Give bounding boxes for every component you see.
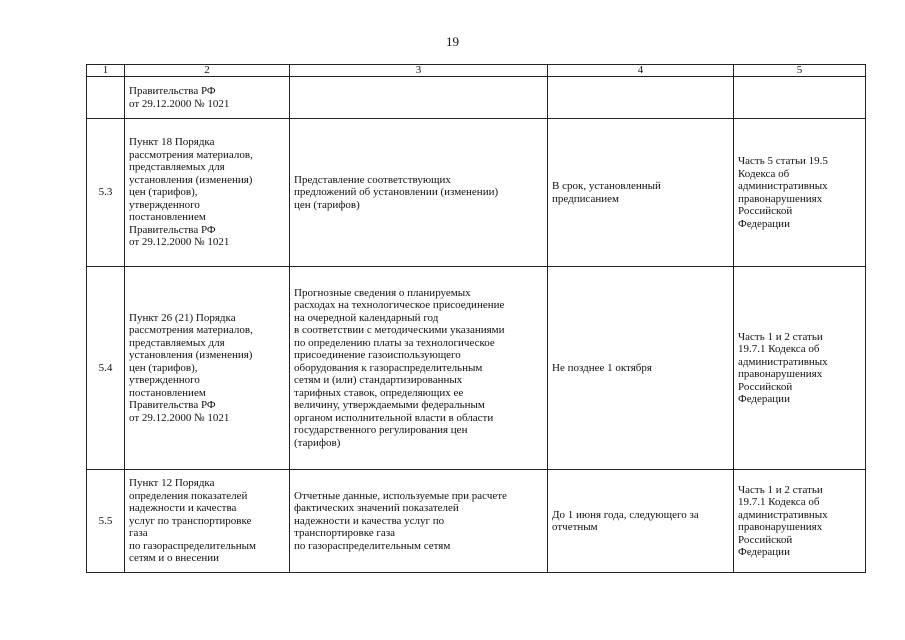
column-header: 5 (734, 65, 866, 77)
content-cell: Прогнозные сведения о планируемых расходах на технологическое присоединение на очередной календарный год в соответствии с методическими указаниями по определению платы за технологическое присоединение газоиспользующего оборудования к газораспределительным сетям и (или) стандартизированных тарифных ставок, определяющих ее величину, утверждаемыми федеральным органом исполнительной власти в области государственного регулирования цен (тарифов) (290, 267, 548, 470)
row-number-cell: 5.3 (87, 119, 125, 267)
column-header: 4 (548, 65, 734, 77)
legal-basis-cell: Пункт 12 Порядка определения показателей надежности и качества услуг по транспортировке газа по газораспределительным сетям и о внесении (125, 470, 290, 573)
liability-cell: Часть 5 статьи 19.5 Кодекса об административных правонарушениях Российской Федерации (734, 119, 866, 267)
row-number-cell (87, 77, 125, 119)
legal-basis-cell: Пункт 26 (21) Порядка рассмотрения материалов, представляемых для установления (изменения) цен (тарифов), утвержденного постановлением Правительства РФ от 29.12.2000 № 1021 (125, 267, 290, 470)
legal-basis-cell: Пункт 18 Порядка рассмотрения материалов, представляемых для установления (изменения) цен (тарифов), утвержденного постановлением Правительства РФ от 29.12.2000 № 1021 (125, 119, 290, 267)
table-row (87, 267, 866, 470)
column-header: 2 (125, 65, 290, 77)
deadline-cell (548, 77, 734, 119)
table-header-row (87, 65, 866, 77)
column-header: 1 (87, 65, 125, 77)
table-row (87, 77, 866, 119)
column-header: 3 (290, 65, 548, 77)
row-number-cell: 5.4 (87, 267, 125, 470)
content-cell: Представление соответствующих предложений об установлении (изменении) цен (тарифов) (290, 119, 548, 267)
table-row (87, 470, 866, 573)
page-number: 19 (446, 34, 459, 49)
requirements-table (86, 64, 866, 573)
row-number-cell: 5.5 (87, 470, 125, 573)
deadline-cell: Не позднее 1 октября (548, 267, 734, 470)
content-cell: Отчетные данные, используемые при расчете фактических значений показателей надежности и качества услуг по транспортировке газа по газораспределительным сетям (290, 470, 548, 573)
legal-basis-cell: Правительства РФ от 29.12.2000 № 1021 (125, 77, 290, 119)
liability-cell (734, 77, 866, 119)
deadline-cell: До 1 июня года, следующего за отчетным (548, 470, 734, 573)
liability-cell: Часть 1 и 2 статьи 19.7.1 Кодекса об административных правонарушениях Российской Федерации (734, 470, 866, 573)
content-cell (290, 77, 548, 119)
deadline-cell: В срок, установленный предписанием (548, 119, 734, 267)
liability-cell: Часть 1 и 2 статьи 19.7.1 Кодекса об административных правонарушениях Российской Федерации (734, 267, 866, 470)
table-row (87, 119, 866, 267)
